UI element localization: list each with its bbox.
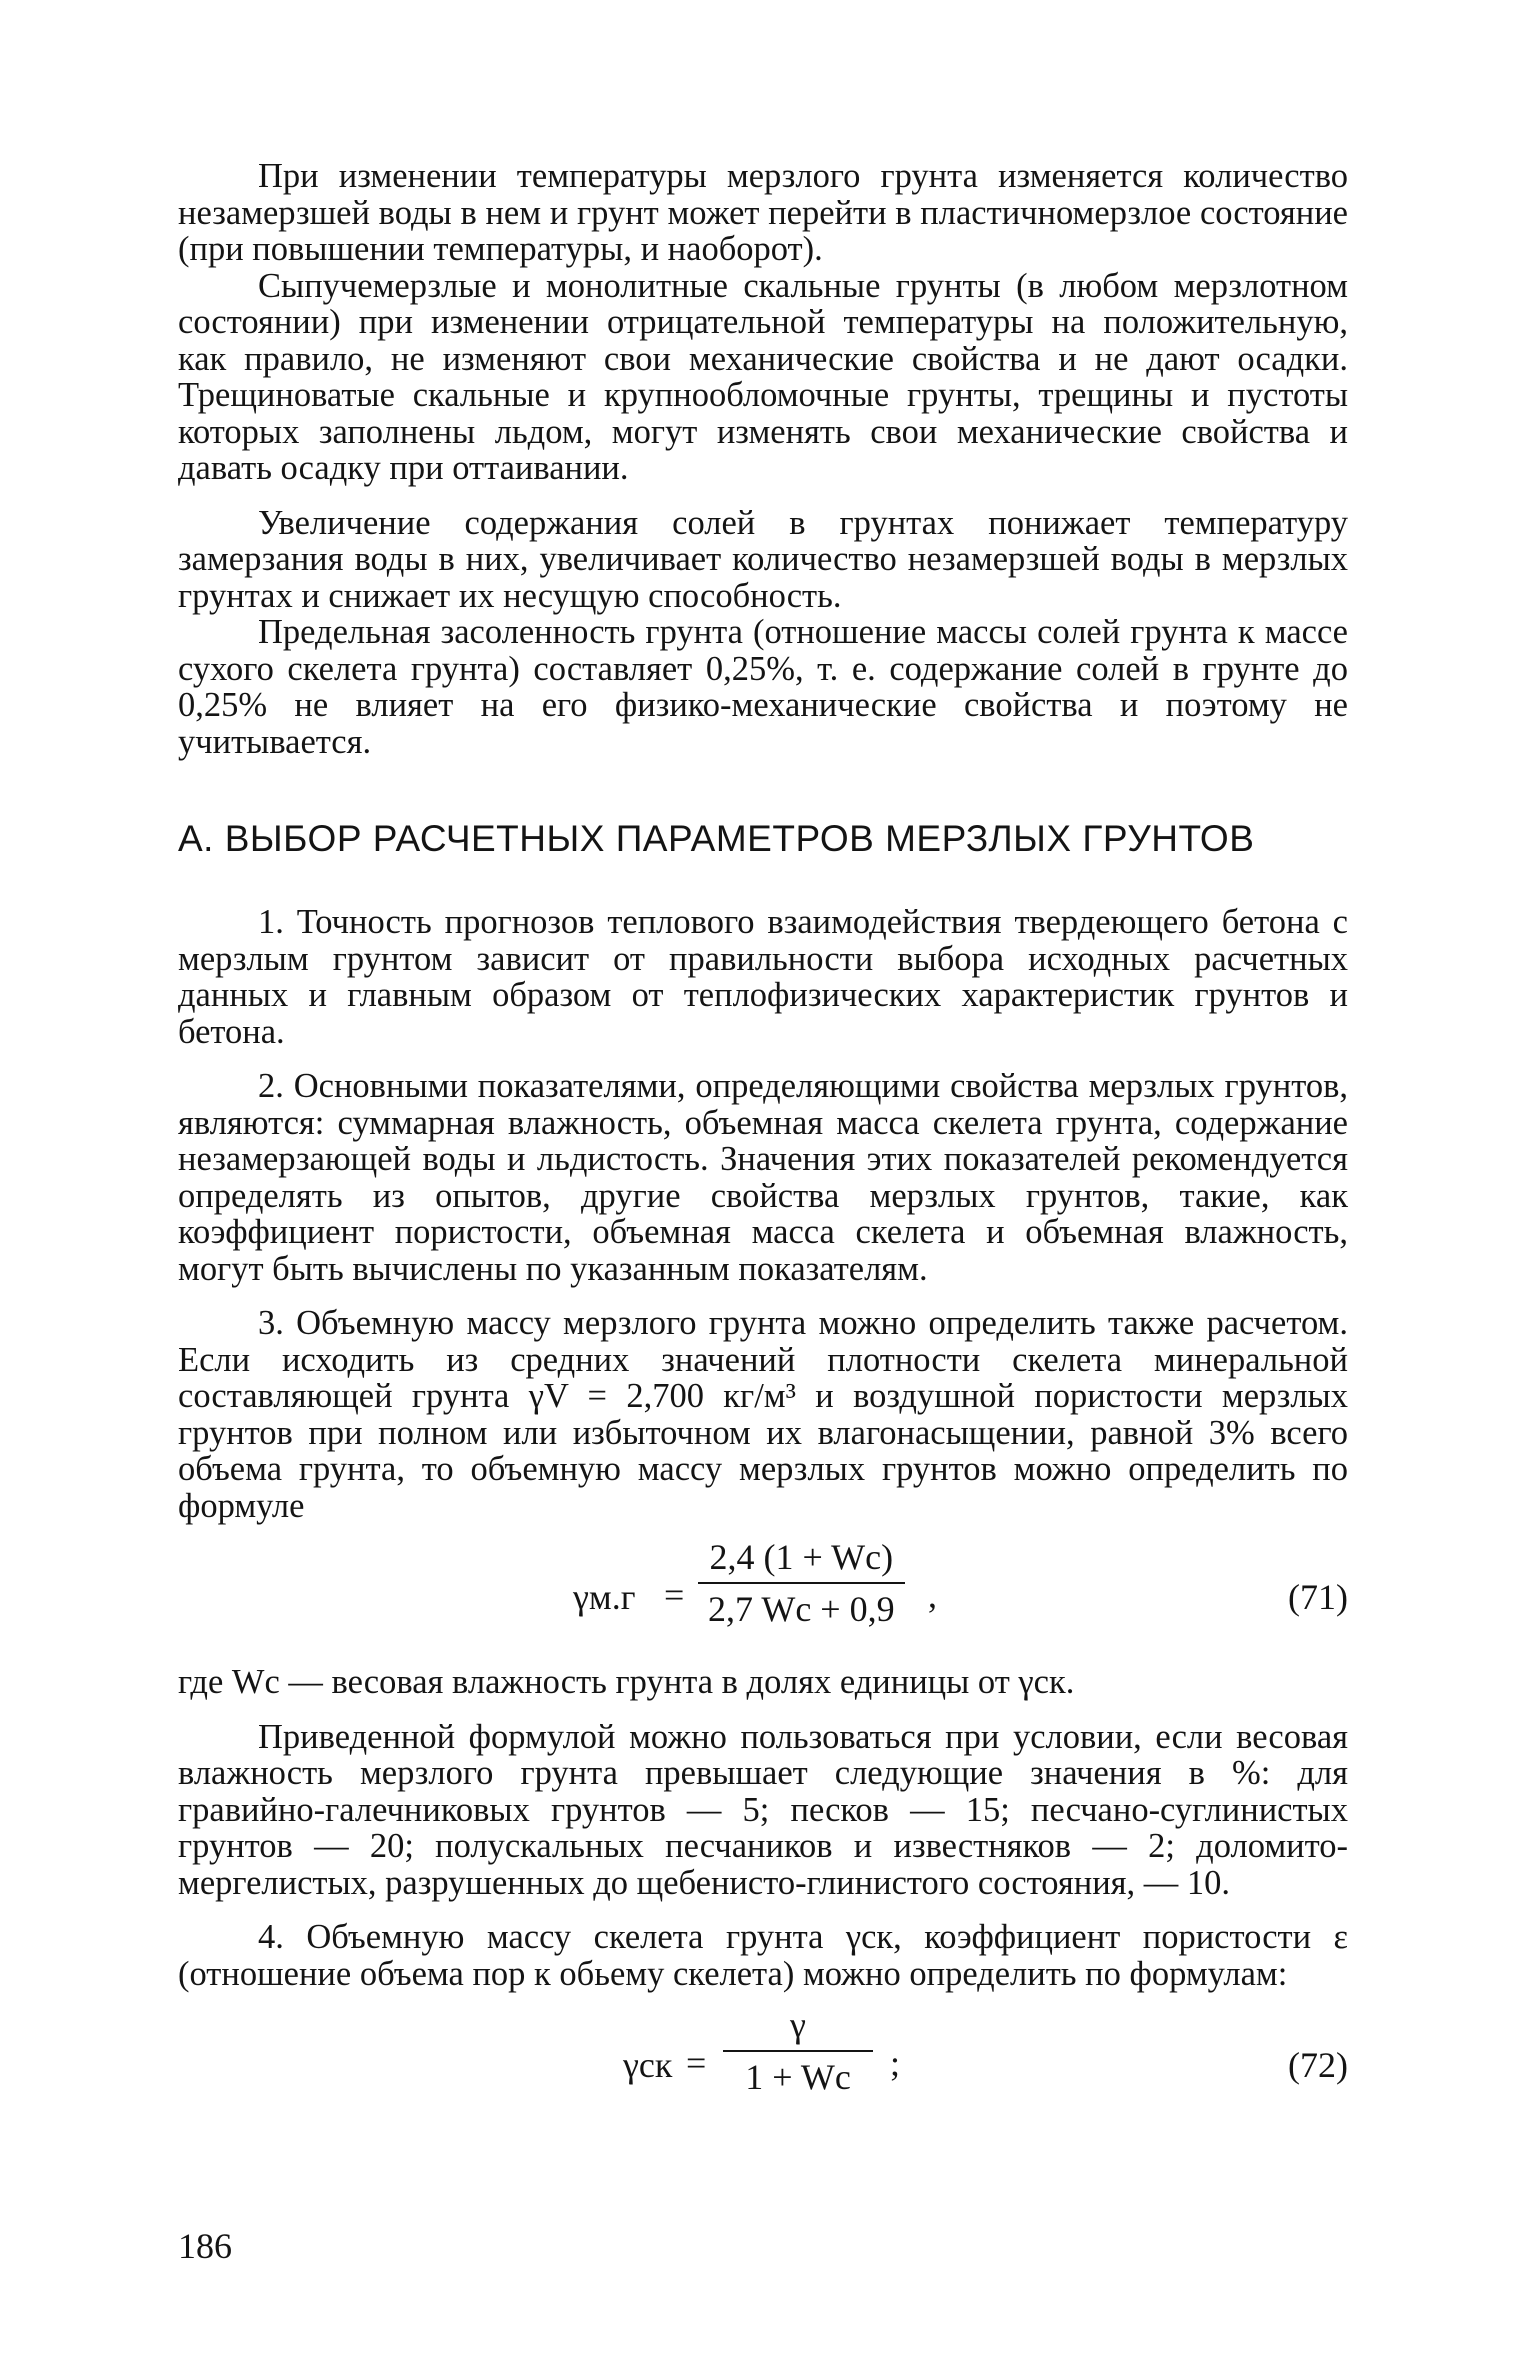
- paragraph-rocky-soils: Сыпучемерзлые и монолитные скальные грунты (в любом мерзлотном состоянии) при изменении отрицательной температуры на положительную, как правило, не изменяют свои механические свойства и не дают осадки. Трещиноватые скальные и крупнообломочные грунты, трещины и пустоты которых заполнены льдом, могут изменять свои механические свойства и давать осадку при оттаивании.: [178, 266, 1348, 487]
- formula-72-numerator: γ: [790, 2005, 806, 2045]
- formula-72-denominator: 1 + Wc: [745, 2057, 851, 2097]
- formula-72-number: (72): [1288, 2045, 1348, 2085]
- paragraph-condition: Приведенной формулой можно пользоваться при условии, если весовая влажность мерзлого грунта превышает следующие значения в %: для гравийно-галечниковых грунтов — 5; песков — 15; песчано-суглинистых грунтов — 20; полускальных песчаников и известняков — 2; доломито-мергелистых, разрушенных до щебенисто-глинистого состояния, — 10.: [178, 1717, 1348, 1902]
- formula-71: [178, 1524, 1348, 1664]
- item-4: 4. Объемную массу скелета грунта γск, коэффициент пористости ε (отношение объема пор к обьему скелета) можно определить по формулам:: [178, 1918, 1348, 1993]
- formula-72-equals: =: [686, 2043, 707, 2083]
- formula-72-punct: ;: [890, 2043, 901, 2083]
- item-2: 2. Основными показателями, определяющими свойства мерзлых грунтов, являются: суммарная влажность, объемная масса скелета грунта, содержание незамерзающей воды и льдистость. Значения этих показателей рекомендуется определять из опытов, другие свойства мерзлых грунтов, такие, как коэффициент пористости, объемная масса скелета и объемная влажность, могут быть вычислены по указанным показателям.: [178, 1067, 1348, 1288]
- paragraph-salt-content: Увеличение содержания солей в грунтах понижает температуру замерзания воды в них, увеличивает количество незамерзшей воды в мерзлых грунтах и снижает их несущую способность.: [178, 503, 1348, 615]
- formula-72: [178, 1992, 1348, 2132]
- paragraph-temperature-change: При изменении температуры мерзлого грунта изменяется количество незамерзшей воды в нем и грунт может перейти в пластичномерзлое состояние (при повышении температуры, и наоборот).: [178, 157, 1348, 268]
- item-1: 1. Точность прогнозов теплового взаимодействия твердеющего бетона с мерзлым грунтом зависит от правильности выбора исходных расчетных данных и главным образом от теплофизических характеристик грунтов и бетона.: [178, 903, 1348, 1051]
- section-heading: А. ВЫБОР РАСЧЕТНЫХ ПАРАМЕТРОВ МЕРЗЛЫХ ГРУНТОВ: [178, 818, 1255, 859]
- formula-71-punct: ,: [928, 1575, 937, 1615]
- where-71: где Wc — весовая влажность грунта в долях единицы от γск.: [178, 1663, 1075, 1701]
- formula-71-lhs: γм.г: [573, 1577, 636, 1617]
- formula-71-fraction: [698, 1536, 905, 1630]
- formula-71-denominator: 2,7 Wc + 0,9: [708, 1589, 895, 1629]
- paragraph-salinity-limit: Предельная засоленность грунта (отношение массы солей грунта к массе сухого скелета грунта) составляет 0,25%, т. е. содержание солей в грунте до 0,25% не влияет на его физико-механические свойства и поэтому не учитывается.: [178, 613, 1348, 761]
- formula-71-numerator: 2,4 (1 + Wc): [709, 1537, 894, 1577]
- page-number: 186: [178, 2226, 232, 2266]
- page-body: [178, 158, 1348, 2132]
- item-3: 3. Объемную массу мерзлого грунта можно определить также расчетом. Если исходить из средних значений плотности скелета минеральной составляющей грунта γV = 2,700 кг/м³ и воздушной пористости мерзлых грунтов при полном или избыточном их влагонасыщении, равной 3% всего объема грунта, то объемную массу мерзлых грунтов можно определить по формуле: [178, 1304, 1348, 1525]
- formula-72-lhs: γск: [623, 2045, 673, 2085]
- formula-71-equals: =: [664, 1575, 685, 1615]
- formula-71-number: (71): [1288, 1577, 1348, 1617]
- formula-72-fraction: [723, 2004, 873, 2098]
